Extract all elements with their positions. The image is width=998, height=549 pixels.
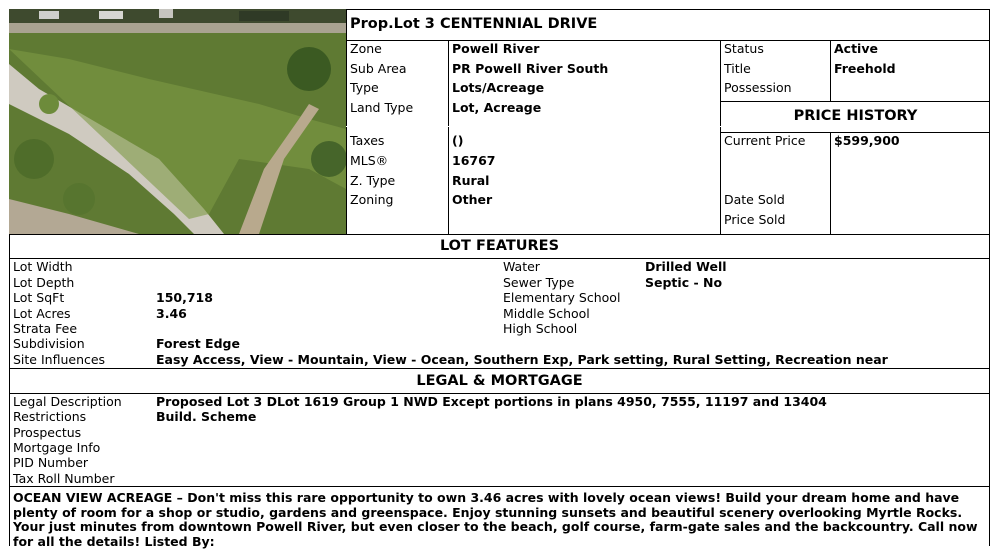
elementary-school-label: Elementary School xyxy=(503,290,621,305)
public-remarks: OCEAN VIEW ACREAGE – Don't miss this rare opportunity to own 3.46 acres with lovely ocean views! Build your dream home and have plenty of room for a shop or studio, gardens and greenspace. Enjoy stunning sunsets and beautiful scenery overlooking Myrtle Rocks. Your just minutes from downtown Powell River, but even closer to the beach, golf course, farm-gate sales and the backcountry. Call now for all the details! Listed By: xyxy=(13,490,978,549)
land-type-value: Lot, Acreage xyxy=(452,100,542,115)
type-label: Type xyxy=(350,80,379,95)
date-sold-label: Date Sold xyxy=(724,192,785,207)
grid-divider xyxy=(830,132,831,235)
zone-label: Zone xyxy=(350,41,382,56)
lot-acres-value: 3.46 xyxy=(156,306,187,321)
prospectus-label: Prospectus xyxy=(13,425,82,440)
grid-divider xyxy=(720,101,990,102)
z-type-label: Z. Type xyxy=(350,173,396,188)
lot-sqft-value: 150,718 xyxy=(156,290,213,305)
mls-label: MLS® xyxy=(350,153,389,168)
restrictions-label: Restrictions xyxy=(13,409,87,424)
tax-roll-number-label: Tax Roll Number xyxy=(13,471,115,486)
legal-description-value: Proposed Lot 3 DLot 1619 Group 1 NWD Except portions in plans 4950, 7555, 11197 and 13404 xyxy=(156,394,827,409)
restrictions-value: Build. Scheme xyxy=(156,409,257,424)
status-value: Active xyxy=(834,41,878,56)
zoning-label: Zoning xyxy=(350,192,394,207)
zoning-value: Other xyxy=(452,192,493,207)
legal-heading: LEGAL & MORTGAGE xyxy=(416,373,583,389)
title-type-value: Freehold xyxy=(834,61,896,76)
taxes-value: () xyxy=(452,133,464,148)
status-label: Status xyxy=(724,41,764,56)
water-label: Water xyxy=(503,259,540,274)
water-value: Drilled Well xyxy=(645,259,727,274)
grid-divider xyxy=(830,40,831,102)
lot-width-label: Lot Width xyxy=(13,259,73,274)
grid-spacer xyxy=(346,126,721,127)
lot-features-heading: LOT FEATURES xyxy=(439,238,560,254)
lot-acres-label: Lot Acres xyxy=(13,306,71,321)
current-price-label: Current Price xyxy=(724,133,806,148)
pid-number-label: PID Number xyxy=(13,455,89,470)
current-price-value: $599,900 xyxy=(834,133,900,148)
sewer-type-value: Septic - No xyxy=(645,275,723,290)
mortgage-info-label: Mortgage Info xyxy=(13,440,101,455)
type-value: Lots/Acreage xyxy=(452,80,545,95)
z-type-value: Rural xyxy=(452,173,490,188)
lot-depth-label: Lot Depth xyxy=(13,275,75,290)
subdivision-label: Subdivision xyxy=(13,336,85,351)
property-photo xyxy=(9,9,346,234)
zone-value: Powell River xyxy=(452,41,540,56)
land-type-label: Land Type xyxy=(350,100,414,115)
site-influences-value: Easy Access, View - Mountain, View - Ocean, Southern Exp, Park setting, Rural Setting, Recreation near xyxy=(156,352,888,367)
high-school-label: High School xyxy=(503,321,578,336)
possession-label: Possession xyxy=(724,80,792,95)
sub-area-value: PR Powell River South xyxy=(452,61,609,76)
grid-divider xyxy=(720,40,721,235)
lot-sqft-label: Lot SqFt xyxy=(13,290,65,305)
sub-area-label: Sub Area xyxy=(350,61,407,76)
price-sold-label: Price Sold xyxy=(724,212,786,227)
title-type-label: Title xyxy=(724,61,751,76)
middle-school-label: Middle School xyxy=(503,306,590,321)
site-influences-label: Site Influences xyxy=(13,352,106,367)
strata-fee-label: Strata Fee xyxy=(13,321,78,336)
aerial-photo-icon xyxy=(9,9,346,234)
price-history-heading: PRICE HISTORY xyxy=(793,108,918,124)
subdivision-value: Forest Edge xyxy=(156,336,240,351)
taxes-label: Taxes xyxy=(350,133,385,148)
legal-description-label: Legal Description xyxy=(13,394,122,409)
property-title: Prop.Lot 3 CENTENNIAL DRIVE xyxy=(350,16,598,32)
grid-divider xyxy=(448,40,449,235)
mls-value: 16767 xyxy=(452,153,496,168)
sewer-type-label: Sewer Type xyxy=(503,275,575,290)
